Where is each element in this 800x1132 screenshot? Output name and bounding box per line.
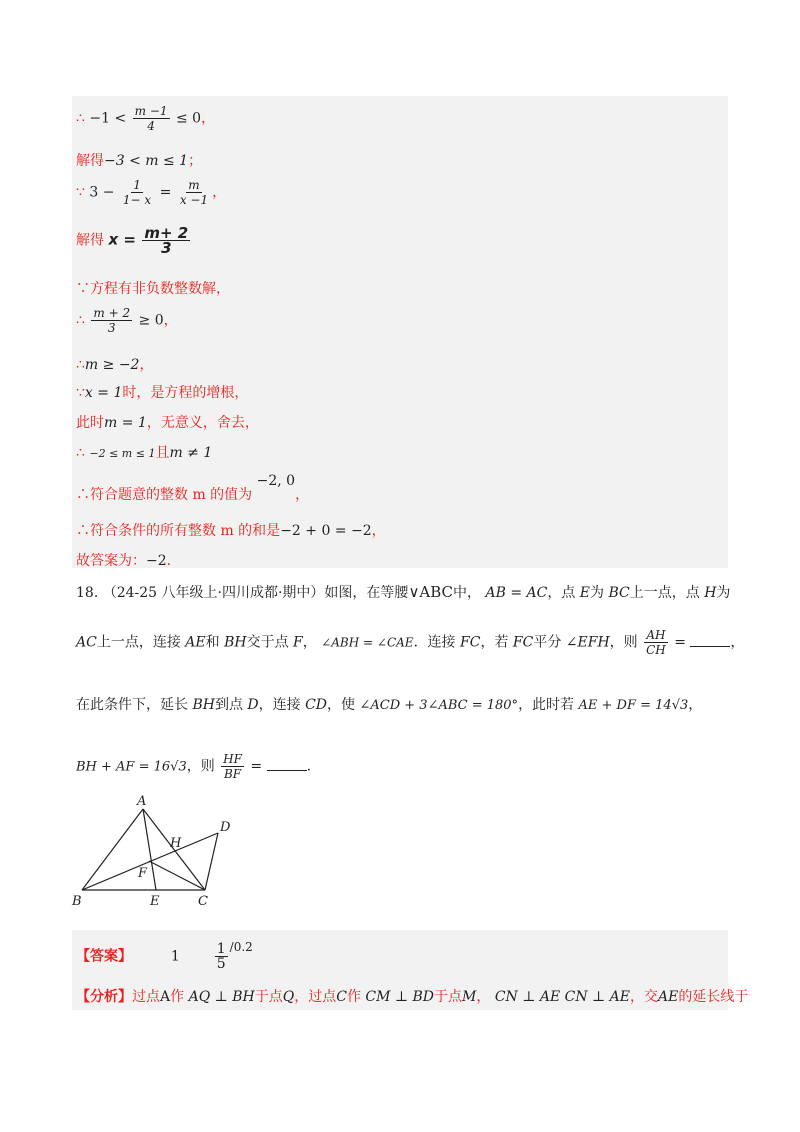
question-line-3: 在此条件下，延长 BH到点 D，连接 CD，使 ∠ACD + 3∠ABC = 180°，此时若 AE + DF = 14√3， [76, 697, 703, 713]
label-b: B [72, 894, 82, 909]
label-a: A [137, 795, 147, 809]
solution-line-7: ∴m ≥ −2， [76, 357, 154, 373]
answer-blank-2 [267, 760, 307, 771]
answer-label: 【答案】 [76, 948, 132, 965]
answer-line: 【答案】 1 $\frac{1}{5}$ /0.2 [76, 939, 253, 972]
solution-line-5: ∵方程有非负数整数解， [76, 281, 230, 297]
geometry-figure [70, 795, 240, 910]
segment-fc [149, 861, 205, 890]
answer-blank-1 [690, 636, 730, 647]
question-line-2: AC上一点，连接 AE和 BH交于点 F， ∠ABH = ∠CAE．连接 FC，若 FC平分 ∠EFH，则 $\frac{AH}{CH}$ = ， [76, 628, 745, 657]
label-f: F [138, 866, 148, 881]
solution-line-13: 故答案为：−2． [76, 553, 181, 569]
label-d: D [220, 820, 231, 835]
solution-line-12: ∴符合条件的所有整数 m 的和是−2 + 0 = −2， [76, 523, 386, 539]
question-line-1: 18. （24-25 八年级上·四川成都·期中）如图，在等腰∨ABC中， AB = AC，点 E为 BC上一点，点 H为 [76, 583, 731, 601]
label-e: E [150, 894, 160, 909]
solution-line-1: ∴ −1 < $\frac{m -1}{4}$ ≤ 0， [76, 104, 216, 133]
solution-line-3: ∵ 3 − $\frac{1}{1- x}$ = $\frac{m}{x -1}$ ， [76, 178, 227, 207]
analysis-line: 【分析】过点A作 AQ ⊥ BH于点Q，过点C作 CM ⊥ BD于点M， CN ⊥ AE CN ⊥ AE，交AE的延长线于 [76, 989, 749, 1005]
solution-line-9: 此时m = 1，无意义，舍去， [76, 415, 259, 431]
solution-line-10: ∴ −2 ≤ m ≤ 1且m ≠ 1 [76, 445, 213, 461]
analysis-label: 【分析】 [76, 989, 132, 1005]
question-line-4: BH + AF = 16√3，则 $\frac{HF}{BF}$ = . [76, 752, 312, 781]
solution-line-11: ∴符合题意的整数 m 的值为 −2, 0， [76, 473, 310, 503]
solution-line-8: ∵x = 1时，是方程的增根， [76, 385, 249, 401]
solution-line-6: ∴ $\frac{m + 2}{3}$ ≥ 0， [76, 306, 178, 335]
label-h: H [170, 836, 182, 851]
segment-cd [205, 833, 218, 890]
solution-line-2: 解得−3 < m ≤ 1； [76, 153, 203, 169]
label-c: C [198, 894, 208, 909]
solution-line-4: 解得 x = $\frac{m+ 2}{3}$ [76, 224, 189, 257]
